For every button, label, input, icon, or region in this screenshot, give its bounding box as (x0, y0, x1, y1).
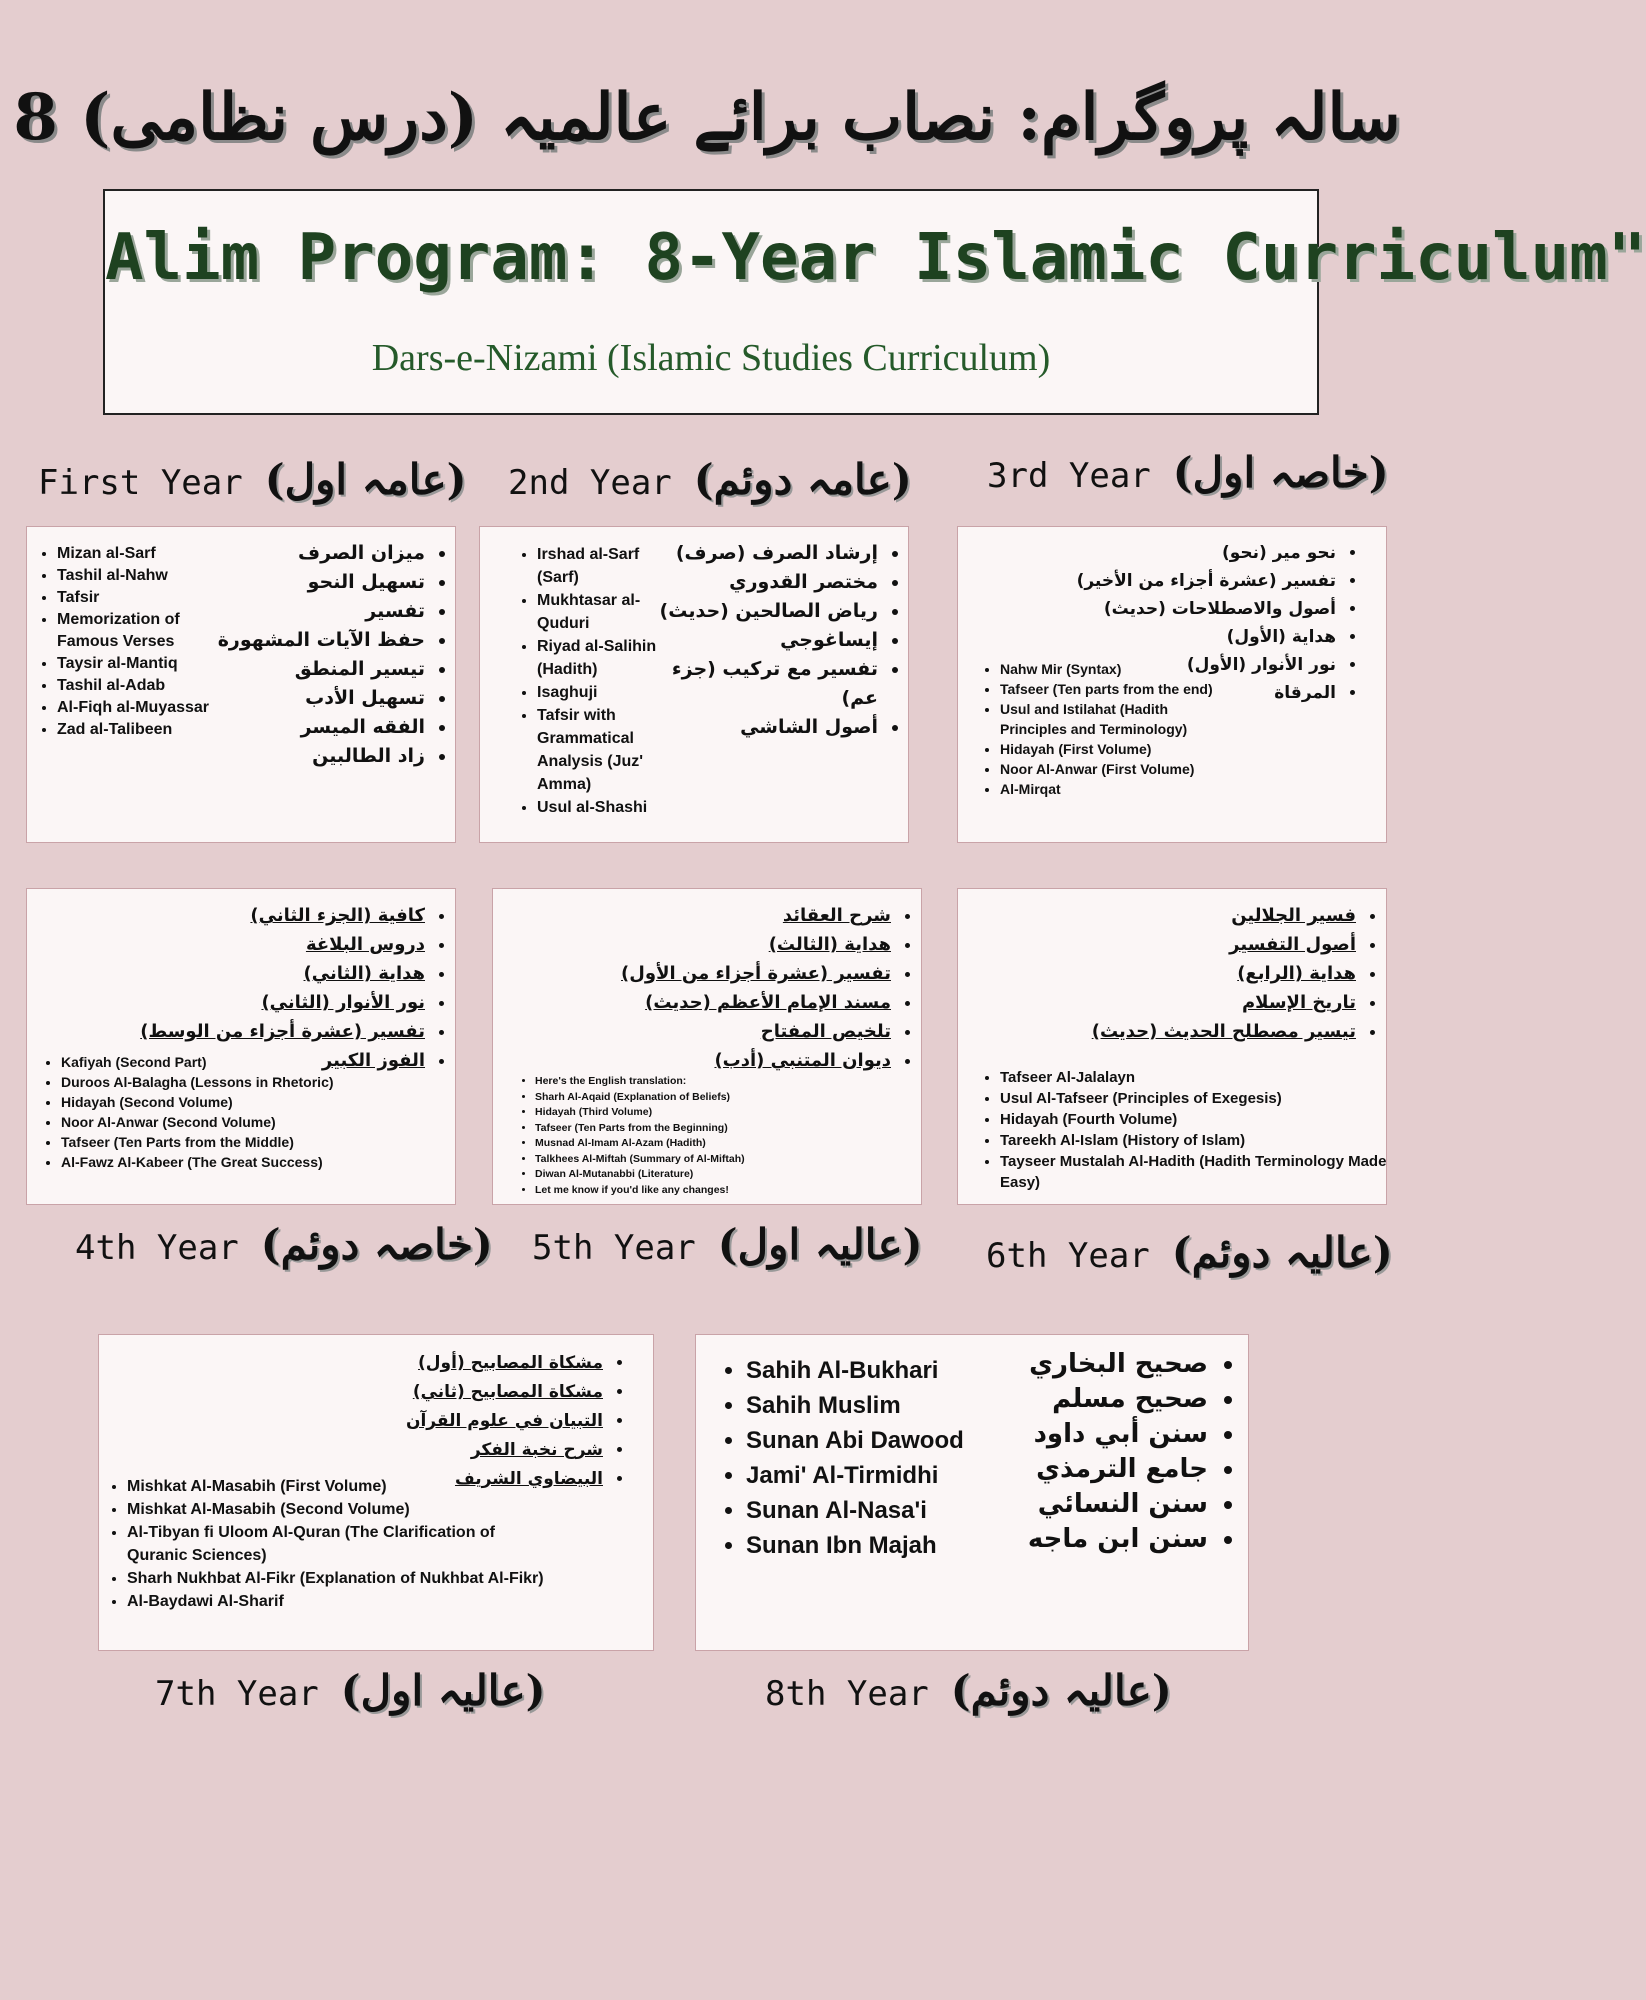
list-item: • Al-Fawz Al-Kabeer (The Great Success) (61, 1152, 351, 1172)
list-item: • Sharh Al-Aqaid (Explanation of Beliefs) (535, 1090, 835, 1106)
english-list (35, 543, 217, 741)
urdu-title: 8 سالہ پروگرام: نصاب برائے عالمیہ (درس نظامی) (13, 80, 1401, 155)
list-item: • Let me know if you'd like any changes! (535, 1183, 835, 1199)
list-item: • Tashil al-Nahw (57, 565, 217, 587)
year-label-text: 2nd Year (508, 463, 672, 503)
list-item: • فسير الجلالين (1038, 901, 1358, 930)
year-urdu-label: (عالیہ دوئم) (1171, 1228, 1393, 1277)
list-item: • مسند الإمام الأعظم (حديث) (573, 988, 893, 1017)
list-item: • تسهيل النحو (207, 568, 427, 597)
list-item: • Sahih Muslim (746, 1388, 1016, 1423)
year-urdu-label: (عالیہ اول) (717, 1220, 923, 1269)
list-item: • Nahw Mir (Syntax) (1000, 659, 1230, 679)
list-item: • سنن ابن ماجه (980, 1522, 1210, 1557)
list-item: • Riyad al-Salihin (Hadith) (537, 635, 667, 681)
subtitle: Dars-e-Nizami (Islamic Studies Curriculum) (371, 337, 1051, 379)
year-label-text: 8th Year (765, 1674, 929, 1714)
list-item: • Zad al-Talibeen (57, 719, 217, 741)
list-item: • Noor Al-Anwar (Second Volume) (61, 1112, 351, 1132)
year-urdu-label: (عامہ دوئم) (693, 455, 912, 504)
list-item: • تيسير مصطلح الحديث (حديث) (1038, 1017, 1358, 1046)
list-item: • مختصر القدوري (630, 568, 880, 597)
year-1-card (26, 526, 456, 843)
year-2-card (479, 526, 909, 843)
list-item: • التبيان في علوم القرآن (285, 1407, 605, 1436)
english-list (978, 1067, 1395, 1193)
list-item: • شرح نخبة الفكر (285, 1436, 605, 1465)
list-item: • رياض الصالحين (حديث) (630, 597, 880, 626)
list-item: • المرقاة (1038, 679, 1338, 707)
year-3-card (957, 526, 1387, 843)
english-list (978, 659, 1230, 799)
year-label-text: 5th Year (532, 1228, 696, 1268)
list-item: • نور الأنوار (الأول) (1038, 651, 1338, 679)
list-item: • هداية (الأول) (1038, 623, 1338, 651)
list-item: • صحيح البخاري (980, 1347, 1210, 1382)
year-3-label (987, 448, 1389, 497)
year-8-card (695, 1334, 1249, 1651)
list-item: • ميزان الصرف (207, 539, 427, 568)
list-item: • Diwan Al-Mutanabbi (Literature) (535, 1167, 835, 1183)
list-item: • Al-Mirqat (1000, 779, 1230, 799)
list-item: • هداية (الثالث) (573, 930, 893, 959)
english-list (39, 1052, 351, 1172)
list-item: • Mishkat Al-Masabih (Second Volume) (127, 1498, 557, 1521)
arabic-list (185, 539, 427, 771)
list-item: • الفقه الميسر (207, 713, 427, 742)
year-5-label (532, 1220, 923, 1269)
year-urdu-label: (خاصہ اول) (1172, 448, 1389, 497)
list-item: • تسهيل الأدب (207, 684, 427, 713)
list-item: • Noor Al-Anwar (First Volume) (1000, 759, 1230, 779)
year-1-label (38, 455, 467, 504)
list-item: • Al-Baydawi Al-Sharif (127, 1590, 557, 1613)
list-item: • Taysir al-Mantiq (57, 653, 217, 675)
list-item: • أصول التفسير (1038, 930, 1358, 959)
list-item: • Jami' Al-Tirmidhi (746, 1458, 1016, 1493)
list-item: • Mukhtasar al-Quduri (537, 589, 667, 635)
year-6-card (957, 888, 1387, 1205)
year-label-text: First Year (38, 463, 243, 503)
list-item: • Sunan Abi Dawood (746, 1423, 1016, 1458)
list-item: • Mishkat Al-Masabih (First Volume) (127, 1475, 557, 1498)
year-urdu-label: (عالیہ دوئم) (950, 1666, 1172, 1715)
list-item: • تاريخ الإسلام (1038, 988, 1358, 1017)
list-item: • سنن النسائي (980, 1487, 1210, 1522)
arabic-list (263, 1349, 605, 1494)
english-list (105, 1475, 557, 1613)
list-item: • Al-Tibyan fi Uloom Al-Quran (The Clarification of Quranic Sciences) (127, 1521, 557, 1567)
list-item: • نحو مير (نحو) (1038, 539, 1338, 567)
list-item: • Tashil al-Adab (57, 675, 217, 697)
list-item: • البيضاوي الشريف (285, 1465, 605, 1494)
list-item: • Sharh Nukhbat Al-Fikr (Explanation of Nukhbat Al-Fikr) (127, 1567, 557, 1590)
list-item: • Kafiyah (Second Part) (61, 1052, 351, 1072)
list-item: • مشكاة المصابيح (أول) (285, 1349, 605, 1378)
list-item: • Musnad Al-Imam Al-Azam (Hadith) (535, 1136, 835, 1152)
year-label-text: 4th Year (75, 1228, 239, 1268)
year-urdu-label: (خاصہ دوئم) (260, 1220, 493, 1269)
list-item: • هداية (الرابع) (1038, 959, 1358, 988)
list-item: • تفسير (عشرة أجزاء من الأول) (573, 959, 893, 988)
list-item: • Duroos Al-Balagha (Lessons in Rhetoric) (61, 1072, 351, 1092)
list-item: • Sunan Al-Nasa'i (746, 1493, 1016, 1528)
list-item: • Al-Fiqh al-Muyassar (57, 697, 217, 719)
year-7-label (155, 1666, 546, 1715)
year-urdu-label: (عالیہ اول) (340, 1666, 546, 1715)
list-item: • إيساغوجي (630, 626, 880, 655)
list-item: • شرح العقائد (573, 901, 893, 930)
list-item: • تفسير مع تركيب (جزء عم) (630, 655, 880, 713)
list-item: • حفظ الآيات المشهورة (207, 626, 427, 655)
list-item: • Mizan al-Sarf (57, 543, 217, 565)
list-item: • أصول الشاشي (630, 713, 880, 742)
english-list (515, 543, 667, 819)
list-item: • مشكاة المصابيح (ثاني) (285, 1378, 605, 1407)
list-item: • Isaghuji (537, 681, 667, 704)
year-8-label (765, 1666, 1172, 1715)
list-item: • تلخيص المفتاح (573, 1017, 893, 1046)
list-item: • تيسير المنطق (207, 655, 427, 684)
list-item: • جامع الترمذي (980, 1452, 1210, 1487)
list-item: • Tayseer Mustalah Al-Hadith (Hadith Terminology Made Easy) (1000, 1151, 1395, 1193)
arabic-list (85, 901, 427, 1075)
list-item: • Sahih Al-Bukhari (746, 1353, 1016, 1388)
list-item: • Tafseer Al-Jalalayn (1000, 1067, 1395, 1088)
list-item: • الفوز الكبير (107, 1046, 427, 1075)
year-urdu-label: (عامہ اول) (264, 455, 467, 504)
list-item: • Hidayah (Third Volume) (535, 1105, 835, 1121)
list-item: • هداية (الثاني) (107, 959, 427, 988)
list-item: • Tafseer (Ten Parts from the Beginning) (535, 1121, 835, 1137)
list-item: • Usul and Istilahat (Hadith Principles and Terminology) (1000, 699, 1230, 739)
list-item: • إرشاد الصرف (صرف) (630, 539, 880, 568)
list-item: • دروس البلاغة (107, 930, 427, 959)
list-item: • Tafseer (Ten parts from the end) (1000, 679, 1230, 699)
list-item: • Tafseer (Ten Parts from the Middle) (61, 1132, 351, 1152)
list-item: • أصول والاصطلاحات (حديث) (1038, 595, 1338, 623)
year-label-text: 3rd Year (987, 456, 1151, 496)
list-item: • Hidayah (Second Volume) (61, 1092, 351, 1112)
list-item: • Usul al-Shashi (537, 796, 667, 819)
year-4-label (75, 1220, 493, 1269)
list-item: • Hidayah (Fourth Volume) (1000, 1109, 1395, 1130)
year-label-text: 7th Year (155, 1674, 319, 1714)
list-item: • Hidayah (First Volume) (1000, 739, 1230, 759)
list-item: • تفسير (عشرة أجزاء من الأخير) (1038, 567, 1338, 595)
list-item: • تفسير (207, 597, 427, 626)
list-item: • Tafsir (57, 587, 217, 609)
title-box (103, 189, 1646, 415)
list-item: • ديوان المتنبي (أدب) (573, 1046, 893, 1075)
year-label-text: 6th Year (986, 1236, 1150, 1276)
arabic-list (1016, 901, 1358, 1046)
english-list (724, 1353, 1016, 1563)
list-item: • Talkhees Al-Miftah (Summary of Al-Miftah) (535, 1152, 835, 1168)
arabic-list (551, 901, 893, 1075)
year-7-card (98, 1334, 654, 1651)
list-item: • Usul Al-Tafseer (Principles of Exegesis) (1000, 1088, 1395, 1109)
list-item: • تفسير (عشرة أجزاء من الوسط) (107, 1017, 427, 1046)
list-item: • نور الأنوار (الثاني) (107, 988, 427, 1017)
list-item: • سنن أبي داود (980, 1417, 1210, 1452)
list-item: • صحيح مسلم (980, 1382, 1210, 1417)
english-list (513, 1074, 835, 1198)
list-item: • Tafsir with Grammatical Analysis (Juz' Amma) (537, 704, 667, 796)
list-item: • Irshad al-Sarf (Sarf) (537, 543, 667, 589)
year-4-card (26, 888, 456, 1205)
list-item: • Memorization of Famous Verses (57, 609, 217, 653)
year-2-label (508, 455, 912, 504)
list-item: • Tareekh Al-Islam (History of Islam) (1000, 1130, 1395, 1151)
list-item: • كافية (الجزء الثاني) (107, 901, 427, 930)
year-5-card (492, 888, 922, 1205)
list-item: • زاد الطالبين (207, 742, 427, 771)
year-6-label (986, 1228, 1393, 1277)
list-item: • Here's the English translation: (535, 1074, 835, 1090)
list-item: • Sunan Ibn Majah (746, 1528, 1016, 1563)
main-title: Alim Program: 8-Year Islamic Curriculum" (105, 221, 1646, 295)
